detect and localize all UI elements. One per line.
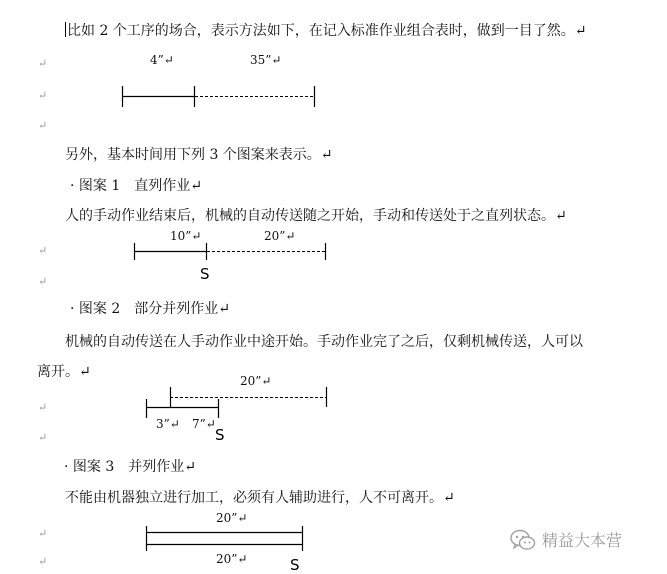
return-mark: ↵ [38,57,48,70]
diagram3-bottom-label: 20”↵ [216,552,248,566]
diagram0-timeline [0,80,667,120]
pattern2-heading: · 图案 2 部分并列作业↵ [70,301,230,317]
return-mark: ↵ [38,244,48,257]
diagram2-auto-label: 20”↵ [240,374,272,388]
diagram1-timeline [0,240,667,285]
diagram1-auto-label: 20”↵ [264,229,296,243]
wechat-icon [510,529,536,551]
pattern2-description-line1: 机械的自动传送在人手动作业中途开始。手动作业完了之后，仅剩机械传送，人可以 [65,334,583,350]
return-mark: ↵ [38,119,48,132]
return-mark: ↵ [38,89,48,102]
return-mark: ↵ [38,527,48,540]
diagram1-wave-mark: S [200,265,210,283]
diagram0-auto-label: 35”↵ [250,53,282,67]
diagram2-wave-mark: S [215,426,225,444]
pattern3-heading: · 图案 3 并列作业↵ [64,459,196,475]
watermark [510,528,622,551]
diagram0-manual-label: 4”↵ [150,53,174,67]
diagram1-manual-label: 10”↵ [170,229,202,243]
diagram3-top-label: 20”↵ [216,511,248,525]
pattern1-description: 人的手动作业结束后，机械的自动传送随之开始，手动和传送处于之直列状态。↵ [65,208,567,224]
return-mark: ↵ [38,401,48,414]
intro-paragraph [65,22,587,40]
watermark-text: 精益大本营 [542,531,623,550]
text-cursor [65,22,66,37]
diagram2-timeline [0,385,667,445]
diagram2-manual-label-b: 7”↵ [192,417,216,431]
pattern1-heading: · 图案 1 直列作业↵ [70,178,202,194]
return-mark: ↵ [38,431,48,444]
pattern-intro: 另外，基本时间用下列 3 个图案来表示。↵ [65,147,333,163]
diagram3-wave-mark: S [290,556,300,574]
diagram2-manual-label-a: 3”↵ [156,417,180,431]
return-mark: ↵ [38,555,48,568]
return-mark: ↵ [38,275,48,288]
pattern3-description: 不能由机器独立进行加工，必须有人辅助进行，人不可离开。↵ [65,490,455,506]
intro-paragraph-text: 比如 2 个工序的场合，表示方法如下，在记入标准作业组合表时，做到一目了然。↵ [67,23,587,39]
pattern2-description-line2: 离开。↵ [37,364,91,380]
